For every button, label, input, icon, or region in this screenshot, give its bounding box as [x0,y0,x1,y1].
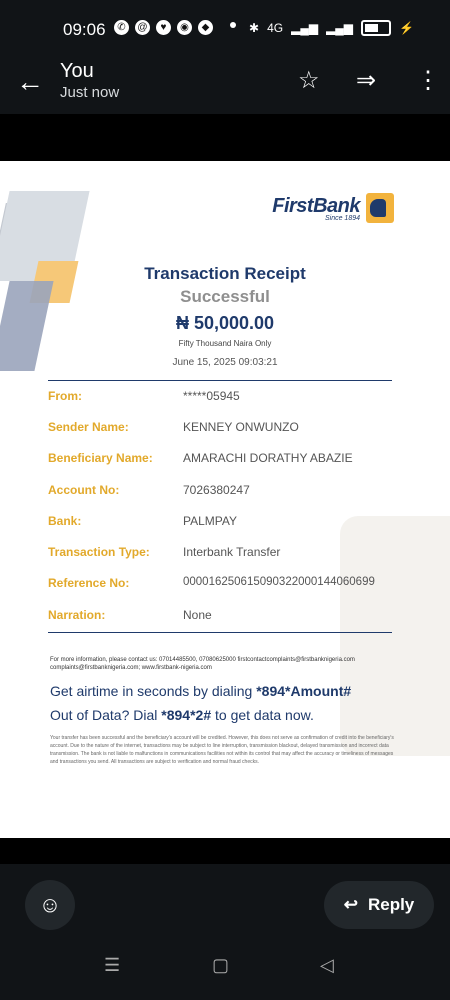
divider-top [48,380,392,381]
divider-bottom [48,632,392,633]
signal-icon: ▂▄▆ [291,21,319,35]
image-letterbox-bottom [0,838,450,864]
receipt-status: Successful [180,287,270,306]
data-promo: Out of Data? Dial *894*2# to get data now. [50,707,314,723]
bluetooth-icon: ✱ [249,21,260,35]
forward-icon[interactable]: ⇒ [356,67,377,94]
reply-button[interactable] [324,881,434,929]
home-icon[interactable]: ▢ [212,955,230,975]
firstbank-logo [272,195,394,222]
more-notifications-dot [230,22,236,28]
notification-icons [114,20,213,35]
amount-in-words: Fifty Thousand Naira Only [178,339,272,348]
field-reference-no: Reference No: 000016250615090322000144060699 [48,576,375,590]
receipt-datetime: June 15, 2025 09:03:21 [172,357,278,368]
system-icons [249,20,414,36]
field-sender-name: Sender Name: KENNEY ONWUNZO [48,420,299,434]
star-icon[interactable]: ☆ [298,67,320,94]
whatsapp-icon: ✆ [114,20,129,35]
system-nav-bar [0,955,450,990]
field-beneficiary-name: Beneficiary Name: AMARACHI DORATHY ABAZIE [48,451,353,465]
chat-title: You [60,60,94,82]
back-arrow-icon[interactable]: ← [16,66,44,97]
receipt-image [0,161,450,838]
shield-icon: ♥ [156,20,171,35]
receipt-title: Transaction Receipt [144,264,306,283]
status-bar [0,0,450,56]
field-transaction-type: Transaction Type: Interbank Transfer [48,545,281,559]
bank-since: Since 1894 [324,215,360,222]
recents-icon[interactable]: ☰ [104,955,121,975]
signal2-icon: ▂▄▆ [326,21,354,35]
chrome-icon: ◉ [177,20,192,35]
battery-icon [361,20,391,36]
image-letterbox-top [0,114,450,161]
chat-subtitle: Just now [60,84,120,101]
contact-info: For more information, please contact us: 07014485500, 07080625000 firstcontactcomplaints@firstbanknigeria.com complaints@firstbanknigeria.com; www.firstbank-nigeria.com [50,657,355,671]
app-icon: @ [135,20,150,35]
status-time: 09:06 [63,20,106,39]
reply-label: Reply [367,895,415,914]
receipt-amount: ₦ 50,000.00 [175,313,275,333]
back-icon[interactable]: ◁ [320,955,334,975]
reply-arrow-icon: ↩ [343,895,358,914]
charging-icon: ⚡ [399,21,414,35]
disclaimer: Your transfer has been successful and the beneficiary's account will be credited. However, this does not serve as confirmation of credit into the beneficiary's account. Due to the nature of the internet, transactions may be subject to line interruption, transmission blackout, delayed transmission and incorrect data transmission. The bank is not liable to malfunctions in communications facilities not within its control that may affect the accuracy or timeliness of messages and transactions you send. All transactions are subject to verification and normal fraud checks. [50,735,394,765]
field-from: From: *****05945 [48,389,240,403]
network-label: 4G [267,21,284,35]
airtime-promo: Get airtime in seconds by dialing *894*Amount# [50,683,352,699]
emoji-add-icon: ☺ [38,892,62,917]
bank-name: FirstBank [272,195,360,217]
field-bank: Bank: PALMPAY [48,514,238,528]
app-bar [0,56,450,114]
more-vert-icon[interactable]: ⋮ [416,67,440,94]
vpn-icon: ◆ [198,20,213,35]
emoji-react-button[interactable] [25,880,75,930]
elephant-logo-icon [366,193,394,223]
field-account-no: Account No: 7026380247 [48,483,250,497]
field-narration: Narration: None [48,608,212,622]
